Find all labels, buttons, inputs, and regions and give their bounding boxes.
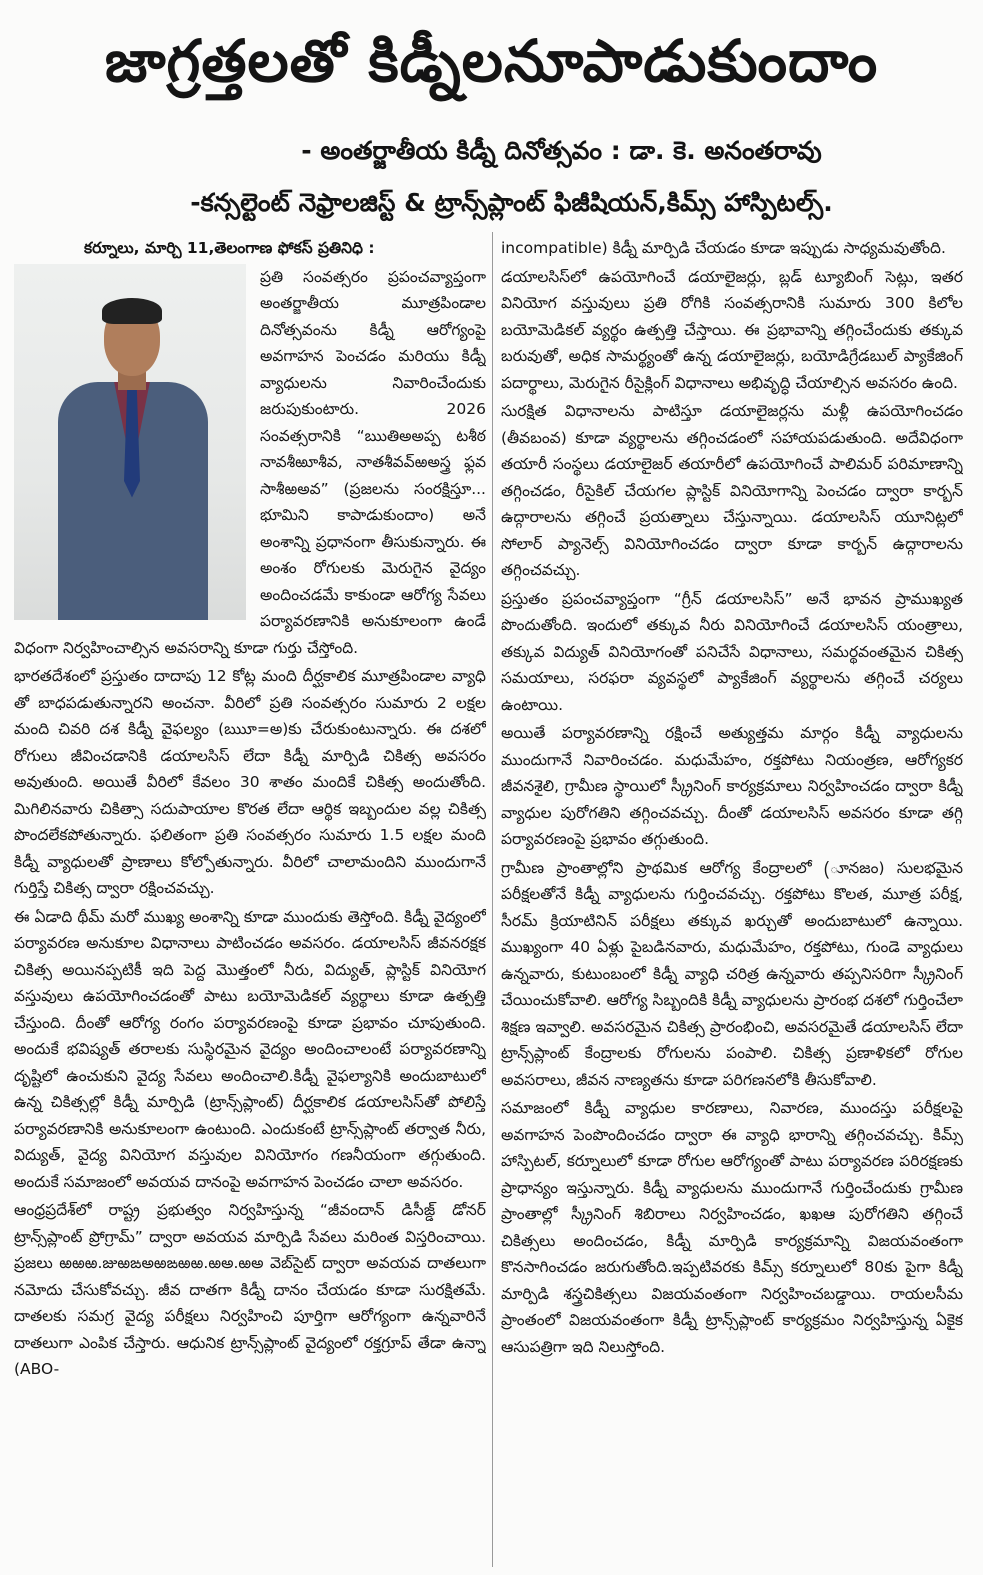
- headline: జాగ్రత్తలతో కిడ్నీలనూపాడుకుందాం: [104, 27, 879, 95]
- subheading-designation: -కన్సల్టెంట్ నెఫ్రాలజిస్ట్ & ట్రాన్స్‌ప్లాంట్ ఫిజీషియన్,కిమ్స్ హాస్పిటల్స్.: [190, 188, 833, 217]
- subheading-author: - అంతర్జాతీయ కిడ్నీ దినోత్సవం : డా. కె. అనంతరావు: [301, 136, 822, 165]
- paragraph: [14, 264, 486, 662]
- paragraph: అయితే పర్యావరణాన్ని రక్షించే అత్యుత్తమ మార్గం కిడ్నీ వ్యాధులను ముందుగానే నివారించడం. మధుమేహం, రక్తపోటు నియంత్రణ, ఆరోగ్యకర జీవనశైలి, గ్రామీణ స్థాయిలో స్క్రీనింగ్ కార్యక్రమాలు నిర్వహించడం ద్వారా కిడ్నీ వ్యాధుల పురోగతిని తగ్గించవచ్చు. దీంతో డయాలసిస్ అవసరం కూడా తగ్గి పర్యావరణంపై ప్రభావం తగ్గుతుంది.: [501, 724, 963, 848]
- column-divider: [492, 232, 493, 1567]
- paragraph: గ్రామీణ ప్రాంతాల్లోని ప్రాథమిక ఆరోగ్య కేంద్రాలలో (ూనజం) సులభమైన పరీక్షలతోనే కిడ్నీ వ్యాధులను గుర్తించవచ్చు. రక్తపోటు కొలత, మూత్ర పరీక్ష, సీరమ్ క్రియాటినిన్ పరీక్షలు తక్కువ ఖర్చుతో అందుబాటులో ఉన్నాయి. ముఖ్యంగా 40 ఏళ్లు పైబడినవారు, మధుమేహం, రక్తపోటు, గుండె వ్యాధులు ఉన్నవారు, కుటుంబంలో కిడ్నీ వ్యాధి చరిత్ర ఉన్నవారు తప్పనిసరిగా స్క్రీనింగ్ చేయించుకోవాలి. ఆరోగ్య సిబ్బందికి కిడ్నీ వ్యాధులను ప్రారంభ దశలో గుర్తించేలా శిక్షణ ఇవ్వాలి. అవసరమైన చికిత్స ప్రారంభించి, అవసరమైతే డయాలసిస్ లేదా ట్రాన్స్‌ప్లాంట్ కేంద్రాలకు రోగులను పంపాలి. చికిత్స ప్రణాళికలో రోగుల అవసరాలు, జీవన నాణ్యతను కూడా పరిగణనలోకి తీసుకోవాలి.: [501, 858, 963, 1089]
- article-left-column: [14, 235, 486, 1570]
- paragraph-text: ప్రతి సంవత్సరం ప్రపంచవ్యాప్తంగా అంతర్జాతీయ మూత్రపిండాల దినోత్సవంను కిడ్నీ ఆరోగ్యంపై అవగాహన పెంచడం మరియు కిడ్నీ వ్యాధులను నివారించేందుకు జరుపుకుంటారు. 2026 సంవత్సరానికి “ఋతిఅఅప్ప టశీ‌ఠ నావశీఱూ‌శీవ, నాతశీవవ్‌ఱఅస్త్ర ఫ్లవ సాశీఱఅవ” (ప్రజలను సంరక్షిస్తూ... భూమిని కాపాడుకుందాం) అనే అంశాన్ని ప్రధానంగా తీసుకున్నారు. ఈ అంశం రోగులకు మెరుగైన వైద్యం అందించడమే కాకుండా ఆరోగ్య సేవలు పర్యావరణానికి అనుకూలంగా ఉండే విధంగా నిర్వహించాల్సిన అవసరాన్ని కూడా గుర్తు చేస్తోంది.: [14, 267, 486, 657]
- paragraph: incompatible) కిడ్నీ మార్పిడి చేయడం కూడా ఇప్పుడు సాధ్యమవుతోంది.: [501, 239, 946, 257]
- paragraph: సమాజంలో కిడ్నీ వ్యాధుల కారణాలు, నివారణ, ముందస్తు పరీక్షలపై అవగాహన పెంపొందించడం ద్వారా ఈ వ్యాధి భారాన్ని తగ్గించవచ్చు. కిమ్స్ హాస్పిటల్, కర్నూలులో కూడా రోగుల ఆరోగ్యంతో పాటు పర్యావరణ పరిరక్షణకు ప్రాధాన్యం ఇస్తున్నారు. కిడ్నీ వ్యాధులను ముందుగానే గుర్తించేందుకు గ్రామీణ ప్రాంతాల్లో స్క్రీనింగ్ శిబిరాలు నిర్వహించడం, ఖఖఆ పురోగతిని తగ్గించే చికిత్సలు అందించడం, కిడ్నీ మార్పిడి కార్యక్రమాన్ని విజయవంతంగా కొనసాగించడం జరుగుతోంది.ఇప్పటివరకు కిమ్స్ కర్నూలులో 80కు పైగా కిడ్నీ మార్పిడి శస్త్రచికిత్సలు విజయవంతంగా నిర్వహించబడ్డాయి. రాయలసీమ ప్రాంతంలో విజయవంతంగా కిడ్నీ ట్రాన్స్‌ప్లాంట్ కార్యక్రమం నిర్వహిస్తున్న ఏకైక ఆసుపత్రిగా ఇది నిలుస్తోంది.: [501, 1099, 963, 1356]
- paragraph: ఆంధ్రప్రదేశ్‌లో రాష్ట్ర ప్రభుత్వం నిర్వహిస్తున్న “జీవందాన్ డిసీజ్డ్ డోనర్ ట్రాన్స్‌ప్లాంట్ ప్రోగ్రామ్” ద్వారా అవయవ మార్పిడి సేవలు మరింత విస్తరించాయి. ప్రజలు ఱఱఱ.జుఱఙఅ‌ఱ‌ఙ‌ఱ‌ఱ.ఱఅ.ఱఅ వెబ్‌సైట్ ద్వారా అవయవ దాతలుగా నమోదు చేసుకోవచ్చు. జీవ దాతగా కిడ్నీ దానం చేయడం కూడా సురక్షితమే. దాతలకు సమగ్ర వైద్య పరీక్షలు నిర్వహించి పూర్తిగా ఆరోగ్యంగా ఉన్నవారినే దాతలుగా ఎంపిక చేస్తారు. ఆధునిక ట్రాన్స్‌ప్లాంట్ వైద్యంలో రక్తగ్రూప్ తేడా ఉన్నా (ABO-: [14, 1201, 486, 1378]
- doctor-photo: [14, 264, 246, 620]
- paragraph: ఈ ఏడాది థీమ్ మరో ముఖ్య అంశాన్ని కూడా ముందుకు తెస్తోంది. కిడ్నీ వైద్యంలో పర్యావరణ అనుకూల విధానాలు పాటించడం అవసరం. డయాలసిస్ జీవనరక్షక చికిత్స అయినప్పటికీ ఇది పెద్ద మొత్తంలో నీరు, విద్యుత్, ప్లాస్టిక్ వినియోగ వస్తువులు ఉపయోగించడంతో పాటు బయోమెడికల్ వ్యర్థాలు కూడా ఉత్పత్తి చేస్తుంది. దీంతో ఆరోగ్య రంగం పర్యావరణంపై కూడా ప్రభావం చూపుతుంది. అందుకే భవిష్యత్ తరాలకు సుస్థిరమైన వైద్యం అందించాలంటే పర్యావరణాన్ని దృష్టిలో ఉంచుకుని వైద్య సేవలు అందించాలి.కిడ్నీ వైఫల్యానికి అందుబాటులో ఉన్న చికిత్సల్లో కిడ్నీ మార్పిడి (ట్రాన్స్‌ప్లాంట్) దీర్ఘకాలిక డయాలసిస్‌తో పోలిస్తే పర్యావరణానికి అనుకూలంగా ఉంటుంది. ఎందుకంటే ట్రాన్స్‌ప్లాంట్ తర్వాత నీరు, విద్యుత్, వైద్య వినియోగ వస్తువుల వినియోగం గణనీయంగా తగ్గుతుంది. అందుకే సమాజంలో అవయవ దానంపై అవగాహన పెంచడం చాలా అవసరం.: [14, 907, 486, 1191]
- paragraph: సురక్షిత విధానాలను పాటిస్తూ డయాలైజర్లను మళ్లీ ఉపయోగించడం (తీవబంవ) కూడా వ్యర్థాలను తగ్గించడంలో సహాయపడుతుంది. అదేవిధంగా తయారీ సంస్థలు డయాలైజర్ తయారీలో ఉపయోగించే పాలిమర్ పరిమాణాన్ని తగ్గించడం, రీసైకిల్ చేయగల ప్లాస్టిక్ వినియోగాన్ని పెంచడం ద్వారా కార్బన్ ఉద్గారాలను తగ్గించే ప్రయత్నాలు చేస్తున్నాయి. డయాలసిస్ యూనిట్లలో సోలార్ ప్యానెల్స్ వినియోగించడం ద్వారా కూడా కార్బన్ ఉద్గారాలను తగ్గించవచ్చు.: [501, 402, 963, 579]
- dateline: కర్నూలు, మార్చి 11,తెలంగాణ ఫోకస్ ప్రతినిధి :: [84, 239, 375, 257]
- article-right-column: [501, 235, 963, 1570]
- paragraph: ప్రస్తుతం ప్రపంచవ్యాప్తంగా “గ్రీన్ డయాలసిస్” అనే భావన ప్రాముఖ్యత పొందుతోంది. ఇందులో తక్కువ నీరు వినియోగించే డయాలసిస్ యంత్రాలు, తక్కువ విద్యుత్ వినియోగంతో పనిచేసే విధానాలు, సమర్థవంతమైన చికిత్స సమయాలు, సరఫరా వ్యవస్థలో ప్యాకేజింగ్ వ్యర్థాలను తగ్గించే చర్యలు ఉంటాయి.: [501, 589, 963, 714]
- paragraph: డయాలసిస్‌లో ఉపయోగించే డయాలైజర్లు, బ్లడ్ ట్యూబింగ్ సెట్లు, ఇతర వినియోగ వస్తువులు ప్రతి రోగికి సంవత్సరానికి సుమారు 300 కిలోల బయోమెడికల్ వ్యర్థం ఉత్పత్తి చేస్తాయి. ఈ ప్రభావాన్ని తగ్గించేందుకు తక్కువ బరువుతో, అధిక సామర్థ్యంతో ఉన్న డయాలైజర్లు, బయోడిగ్రేడబుల్ ప్యాకేజింగ్ పదార్థాలు, మెరుగైన రీసైక్లింగ్ విధానాలు అభివృద్ధి చేయాల్సిన అవసరం ఉంది.: [501, 267, 963, 392]
- paragraph: భారతదేశంలో ప్రస్తుతం దాదాపు 12 కోట్ల మంది దీర్ఘకాలిక మూత్రపిండాల వ్యాధి తో బాధపడుతున్నారని అంచనా. వీరిలో ప్రతి సంవత్సరం సుమారు 2 లక్షల మంది చివరి దశ కిడ్నీ వైఫల్యం (ఋూ=అ)కు చేరుకుంటున్నారు. ఈ దశలో రోగులు జీవించడానికి డయాలసిస్ లేదా కిడ్నీ మార్పిడి చికిత్స అవసరం అవుతుంది. అయితే వీరిలో కేవలం 30 శాతం మందికే చికిత్స అందుతోంది. మిగిలినవారు చికిత్సా సదుపాయాల కొరత లేదా ఆర్థిక ఇబ్బందుల వల్ల చికిత్స పొందలేకపోతున్నారు. ఫలితంగా ప్రతి సంవత్సరం సుమారు 1.5 లక్షల మంది కిడ్నీ వ్యాధులతో ప్రాణాలు కోల్పోతున్నారు. వీరిలో చాలామందిని ముందుగానే గుర్తిస్తే చికిత్స ద్వారా రక్షించవచ్చు.: [14, 667, 486, 897]
- photo-hair: [102, 298, 162, 324]
